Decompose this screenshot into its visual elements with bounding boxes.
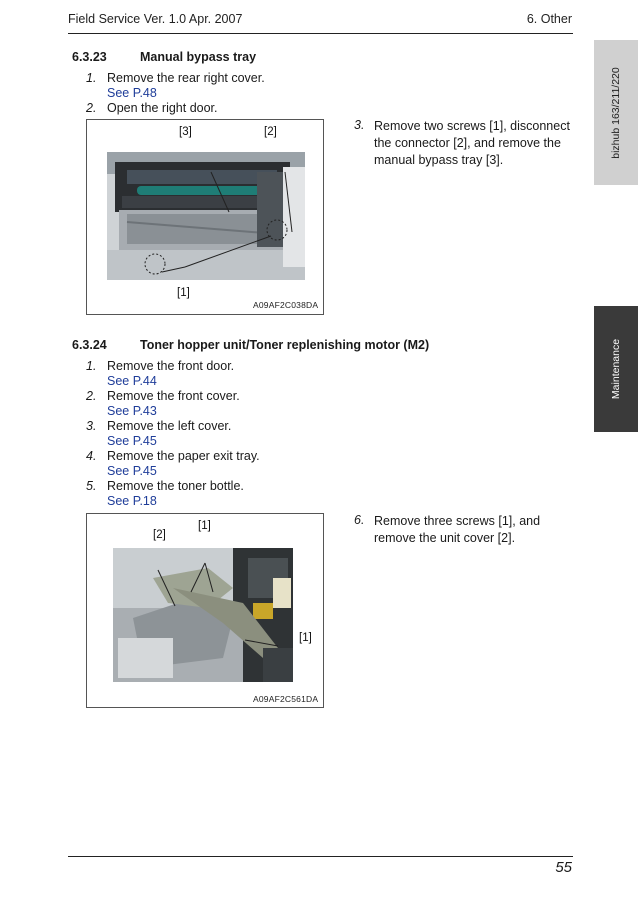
- s2-step4-see-link[interactable]: See P.45: [107, 464, 157, 478]
- figure1-callout-2: [2]: [264, 126, 277, 138]
- s1-step3-no: 3.: [354, 118, 365, 132]
- s2-step2-no: 2.: [86, 389, 97, 403]
- side-tab-maintenance-label: Maintenance: [610, 338, 622, 400]
- s2-step2-see-link[interactable]: See P.43: [107, 404, 157, 418]
- s2-step3-text: Remove the left cover.: [107, 419, 232, 433]
- section2-title: Toner hopper unit/Toner replenishing motor (M2): [140, 338, 430, 352]
- s1-step1-text: Remove the rear right cover.: [107, 71, 265, 85]
- s2-step1-text: Remove the front door.: [107, 359, 235, 373]
- footer-rule: [68, 856, 573, 857]
- figure2-callout-1-right: [1]: [299, 632, 312, 644]
- section1-title: Manual bypass tray: [140, 50, 257, 64]
- header-right: 6. Other: [526, 12, 572, 26]
- figure2-callout-1-top: [1]: [198, 520, 211, 532]
- figure1-callout-1: [1]: [177, 287, 190, 299]
- s2-step5-no: 5.: [86, 479, 97, 493]
- s2-step6-text: Remove three screws [1], and remove the unit cover [2].: [374, 514, 541, 545]
- figure-toner-hopper-unit: [86, 513, 324, 708]
- s2-step5-text: Remove the toner bottle.: [107, 479, 244, 493]
- manual-bypass-tray-photo-icon: [107, 152, 305, 280]
- figure-manual-bypass-tray: [86, 119, 324, 315]
- section1-number: 6.3.23: [72, 50, 107, 64]
- s2-step6-no: 6.: [354, 513, 365, 527]
- section2-number: 6.3.24: [72, 338, 107, 352]
- s2-step3-no: 3.: [86, 419, 97, 433]
- figure2-photo: [113, 548, 293, 682]
- s1-step1-no: 1.: [86, 71, 97, 85]
- s2-step4-no: 4.: [86, 449, 97, 463]
- side-tab-maintenance[interactable]: [594, 306, 638, 432]
- header-rule: [68, 33, 573, 34]
- s2-step3-see-link[interactable]: See P.45: [107, 434, 157, 448]
- figure1-callout-3: [3]: [179, 126, 192, 138]
- figure1-photo: [107, 152, 305, 280]
- s1-step3-text: Remove two screws [1], disconnect the connector [2], and remove the manual bypass tray [3].: [374, 119, 570, 167]
- figure2-code: A09AF2C561DA: [253, 694, 319, 704]
- page-number: 55: [555, 859, 572, 876]
- s2-step1-no: 1.: [86, 359, 97, 373]
- header-left: Field Service Ver. 1.0 Apr. 2007: [68, 12, 243, 26]
- toner-hopper-unit-photo-icon: [113, 548, 293, 682]
- s1-step1-see-link[interactable]: See P.48: [107, 86, 157, 100]
- figure1-code: A09AF2C038DA: [253, 300, 319, 310]
- figure2-callout-2: [2]: [153, 529, 166, 541]
- s1-step2-text: Open the right door.: [107, 101, 218, 115]
- s1-step2-no: 2.: [86, 101, 97, 115]
- s2-step1-see-link[interactable]: See P.44: [107, 374, 157, 388]
- s2-step5-see-link[interactable]: See P.18: [107, 494, 157, 508]
- side-tab-model-label: bizhub 163/211/220: [610, 66, 622, 159]
- s2-step4-text: Remove the paper exit tray.: [107, 449, 260, 463]
- s2-step2-text: Remove the front cover.: [107, 389, 240, 403]
- side-tab-model[interactable]: [594, 40, 638, 185]
